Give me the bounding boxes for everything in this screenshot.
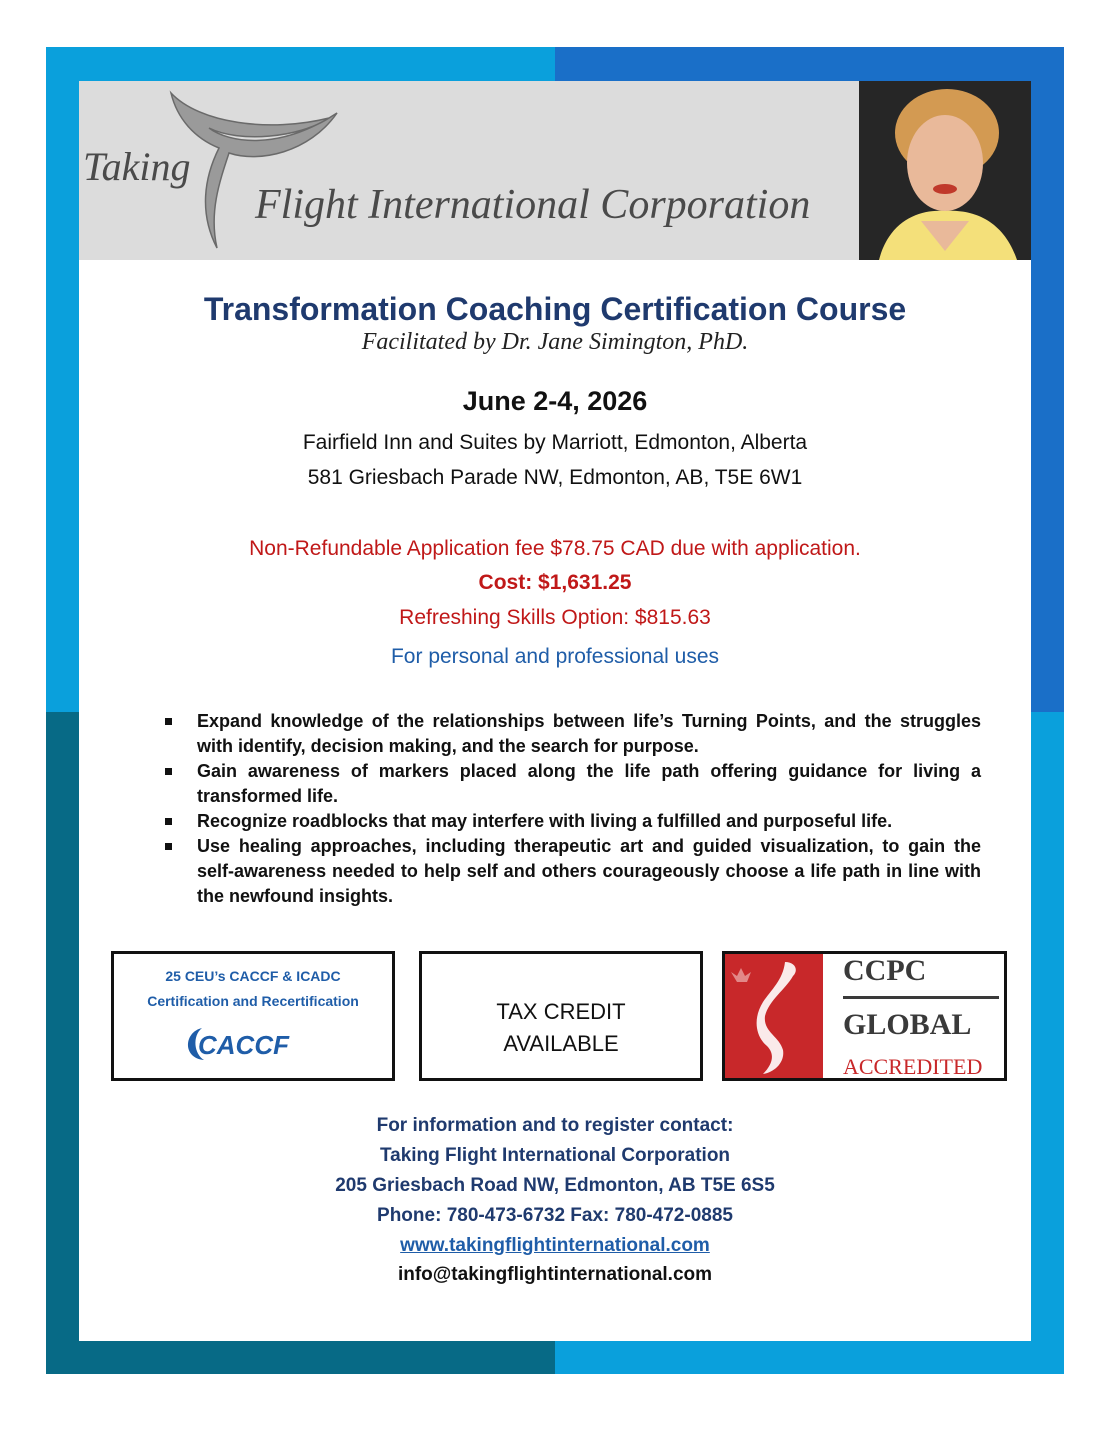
course-title: Transformation Coaching Certification Course <box>203 291 907 327</box>
facilitator-photo <box>859 81 1031 260</box>
flyer-panel <box>79 81 1031 1341</box>
ccpc-badge <box>722 951 1007 1081</box>
ccpc-divider <box>843 996 999 999</box>
tax-credit-text <box>422 996 700 1060</box>
contact-phone-fax: Phone: 780-473-6732 Fax: 780-472-0885 <box>377 1205 733 1226</box>
bullet-icon <box>165 818 172 825</box>
list-item-text: Gain awareness of markers placed along the life path offering guidance for living a transformed life. <box>197 761 981 806</box>
list-item <box>165 834 981 909</box>
tax-credit-badge <box>419 951 703 1081</box>
website-link[interactable]: www.takingflightinternational.com <box>400 1235 710 1256</box>
bullet-icon <box>165 718 172 725</box>
facilitator-line: Facilitated by Dr. Jane Simington, PhD. <box>361 329 749 355</box>
caccf-ceu-text: 25 CEU’s CACCF & ICADC <box>165 968 341 984</box>
caccf-badge <box>111 951 395 1081</box>
list-item-text: Expand knowledge of the relationships between life’s Turning Points, and the struggles with identify, decision making, and the search for purpose. <box>197 711 981 756</box>
venue-address: 581 Griesbach Parade NW, Edmonton, AB, T5E 6W1 <box>307 466 803 489</box>
bullet-icon <box>165 843 172 850</box>
contact-address: 205 Griesbach Road NW, Edmonton, AB T5E 6S5 <box>335 1175 775 1196</box>
bullet-icon <box>165 768 172 775</box>
course-cost: Cost: $1,631.25 <box>478 571 632 594</box>
header-banner <box>79 81 1031 260</box>
contact-heading: For information and to register contact: <box>376 1115 734 1136</box>
tax-credit-line2: AVAILABLE <box>503 1031 619 1056</box>
ccpc-emblem <box>725 954 823 1078</box>
application-fee: Non-Refundable Application fee $78.75 CAD due with application. <box>249 537 861 560</box>
caccf-logo-icon <box>180 1024 330 1064</box>
ccpc-global: GLOBAL <box>843 1008 972 1041</box>
ccpc-title: CCPC <box>843 954 927 987</box>
list-item <box>165 759 981 809</box>
list-item <box>165 709 981 759</box>
benefits-list <box>165 709 981 909</box>
logo-word-taking: Taking <box>83 144 191 189</box>
list-item-text: Recognize roadblocks that may interfere with living a fulfilled and purposeful life. <box>197 811 893 831</box>
tax-credit-line1: TAX CREDIT <box>496 999 626 1024</box>
contact-org: Taking Flight International Corporation <box>379 1145 731 1166</box>
refresh-option-price: Refreshing Skills Option: $815.63 <box>399 606 711 629</box>
contact-email[interactable]: info@takingflightinternational.com <box>397 1264 713 1285</box>
caccf-logo-text: CACCF <box>198 1030 289 1060</box>
list-item <box>165 809 981 834</box>
uses-note: For personal and professional uses <box>390 645 720 668</box>
venue-name: Fairfield Inn and Suites by Marriott, Edmonton, Alberta <box>302 431 808 454</box>
maple-figure-icon <box>725 954 823 1078</box>
list-item-text: Use healing approaches, including therapeutic art and guided visualization, to gain the self-awareness needed to help self and others courageously choose a life path in line with the newfound insights. <box>197 836 981 906</box>
ccpc-accredited: ACCREDITED <box>843 1054 983 1079</box>
logo-company-name: Flight International Corporation <box>255 182 811 228</box>
portrait-image <box>859 81 1031 260</box>
caccf-cert-text: Certification and Recertification <box>147 993 359 1009</box>
course-dates: June 2-4, 2026 <box>462 386 648 416</box>
